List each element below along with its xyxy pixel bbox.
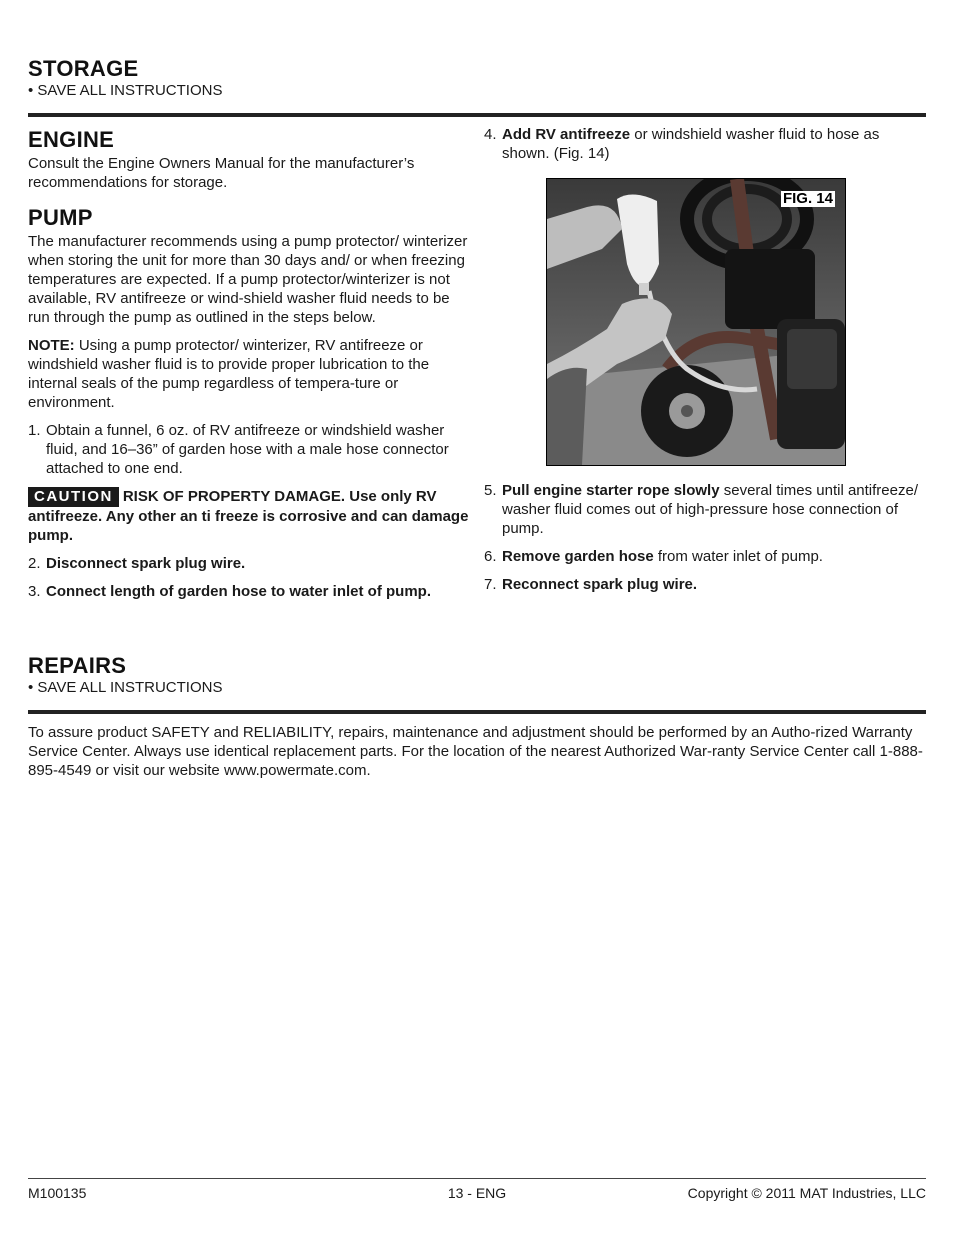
step-1-text: Obtain a funnel, 6 oz. of RV antifreeze or windshield washer fluid, and 16–36” of garden hose with a male hose connector attached to one end. [46, 422, 449, 477]
step-6 [484, 547, 924, 566]
pump-title: PUMP [28, 205, 93, 230]
step-7-number: 7. [484, 576, 497, 593]
step-1-number: 1. [28, 422, 41, 439]
storage-title: STORAGE [28, 56, 139, 81]
step-7-bold: Reconnect spark plug wire. [502, 576, 698, 593]
step-5 [484, 481, 924, 538]
left-column [28, 128, 472, 610]
repairs-note: • SAVE ALL INSTRUCTIONS [28, 679, 223, 696]
pump-intro: The manufacturer recommends using a pump protector/ winterizer when storing the unit for more than 30 days and/ or when freezing temperatures are expected. If a pump protector/winterizer is not available, RV antifreeze or wind-shield washer fluid needs to be run through the pump as outlined in the steps below. [28, 233, 468, 326]
note-text: Using a pump protector/ winterizer, RV antifreeze or windshield washer fluid is to provide proper lubrication to the internal seals of the pump regardless of tempera-ture or environment. [28, 337, 430, 411]
figure-14-photo [546, 178, 846, 466]
footer-doc-number: M100135 [28, 1185, 87, 1201]
repairs-divider [28, 710, 926, 714]
step-1 [28, 421, 472, 478]
figure-14-illustration [547, 179, 845, 465]
caution-block [28, 487, 472, 545]
repairs-text: To assure product SAFETY and RELIABILITY, repairs, maintenance and adjustment should be performed by an Autho-rized Warranty Service Center. Always use identical replacement parts. For the location of the nearest Authorized War-ranty Service Center call 1-888-895-4549 or visit our website www.powermate.com. [28, 724, 923, 779]
step-5-number: 5. [484, 482, 497, 499]
step-4-number: 4. [484, 126, 497, 143]
step-4-bold: Add RV antifreeze [502, 126, 631, 143]
engine-title: ENGINE [28, 127, 115, 152]
step-6-number: 6. [484, 548, 497, 565]
storage-section-header [28, 57, 222, 100]
step-5-text: several times until antifreeze/ washer fluid comes out of high-pressure hose connection of pump. [502, 482, 918, 537]
repairs-title: REPAIRS [28, 653, 127, 678]
step-4-text: or windshield washer fluid to hose as shown. (Fig. 14) [502, 126, 880, 162]
footer-divider [28, 1178, 926, 1179]
step-3-text: Connect length of garden hose to water inlet of pump. [46, 583, 432, 600]
right-steps [484, 481, 924, 603]
repairs-section-header [28, 654, 222, 697]
step-7 [484, 575, 924, 594]
step-3-number: 3. [28, 583, 41, 600]
footer-page-number: 13 - ENG [447, 1185, 507, 1201]
step-3 [28, 582, 472, 601]
step-6-bold: Remove garden hose [502, 548, 654, 565]
step-6-text: from water inlet of pump. [653, 548, 823, 565]
figure-label: FIG. 14 [782, 190, 833, 207]
caution-badge: CAUTION [28, 487, 119, 507]
step-4 [484, 125, 924, 163]
engine-text: Consult the Engine Owners Manual for the manufacturer’s recommendations for storage. [28, 155, 415, 191]
step-5-bold: Pull engine starter rope slowly [502, 482, 720, 499]
step-2-text: Disconnect spark plug wire. [46, 555, 246, 572]
storage-divider [28, 113, 926, 117]
step-2-number: 2. [28, 555, 41, 572]
note-label: NOTE: [28, 337, 75, 354]
caution-text: RISK OF PROPERTY DAMAGE. Use only RV antifreeze. Any other an ti freeze is corrosive and can damage pump. [28, 488, 469, 544]
step-2 [28, 554, 472, 573]
storage-note: • SAVE ALL INSTRUCTIONS [28, 82, 223, 99]
pump-note [28, 336, 472, 412]
footer-copyright: Copyright © 2011 MAT Industries, LLC [687, 1185, 926, 1201]
